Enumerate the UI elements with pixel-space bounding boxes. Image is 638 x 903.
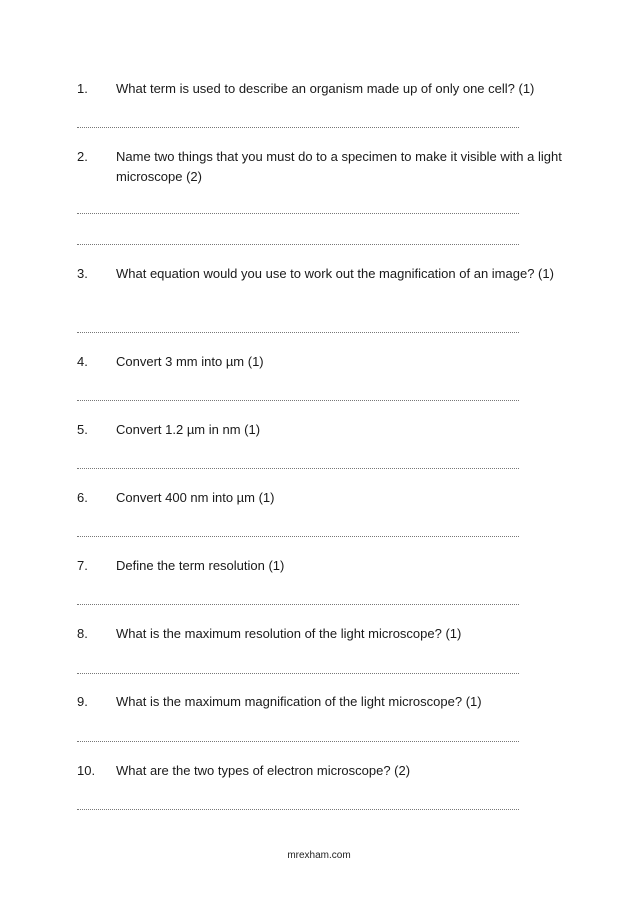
- question-number: 9.: [77, 694, 88, 709]
- question-number: 3.: [77, 266, 88, 281]
- question-number: 1.: [77, 81, 88, 96]
- question-text: What term is used to describe an organism made up of only one cell? (1): [116, 81, 535, 96]
- question-text: What is the maximum resolution of the light microscope? (1): [116, 626, 462, 641]
- question-text: What are the two types of electron microscope? (2): [116, 763, 411, 778]
- answer-line: [77, 604, 519, 605]
- question-text: What equation would you use to work out the magnification of an image? (1): [116, 266, 554, 281]
- footer-website: mrexham.com: [287, 850, 351, 861]
- answer-line: [77, 673, 519, 674]
- answer-line: [77, 400, 519, 401]
- question-number: 8.: [77, 626, 88, 641]
- answer-line: [77, 809, 519, 810]
- answer-line: [77, 741, 519, 742]
- question-text: Define the term resolution (1): [116, 558, 285, 573]
- answer-line: [77, 468, 519, 469]
- question-number: 5.: [77, 422, 88, 437]
- answer-line: [77, 244, 519, 245]
- question-text: What is the maximum magnification of the light microscope? (1): [116, 694, 482, 709]
- answer-line: [77, 332, 519, 333]
- question-number: 10.: [77, 763, 96, 778]
- answer-line: [77, 213, 519, 214]
- question-number: 2.: [77, 149, 88, 164]
- question-number: 6.: [77, 490, 88, 505]
- answer-line: [77, 127, 519, 128]
- question-text: Convert 400 nm into µm (1): [116, 490, 275, 505]
- question-text: Name two things that you must do to a specimen to make it visible with a light microscope (2): [116, 149, 562, 184]
- question-text: Convert 3 mm into µm (1): [116, 354, 264, 369]
- question-number: 7.: [77, 558, 88, 573]
- question-number: 4.: [77, 354, 88, 369]
- question-text: Convert 1.2 µm in nm (1): [116, 422, 261, 437]
- answer-line: [77, 536, 519, 537]
